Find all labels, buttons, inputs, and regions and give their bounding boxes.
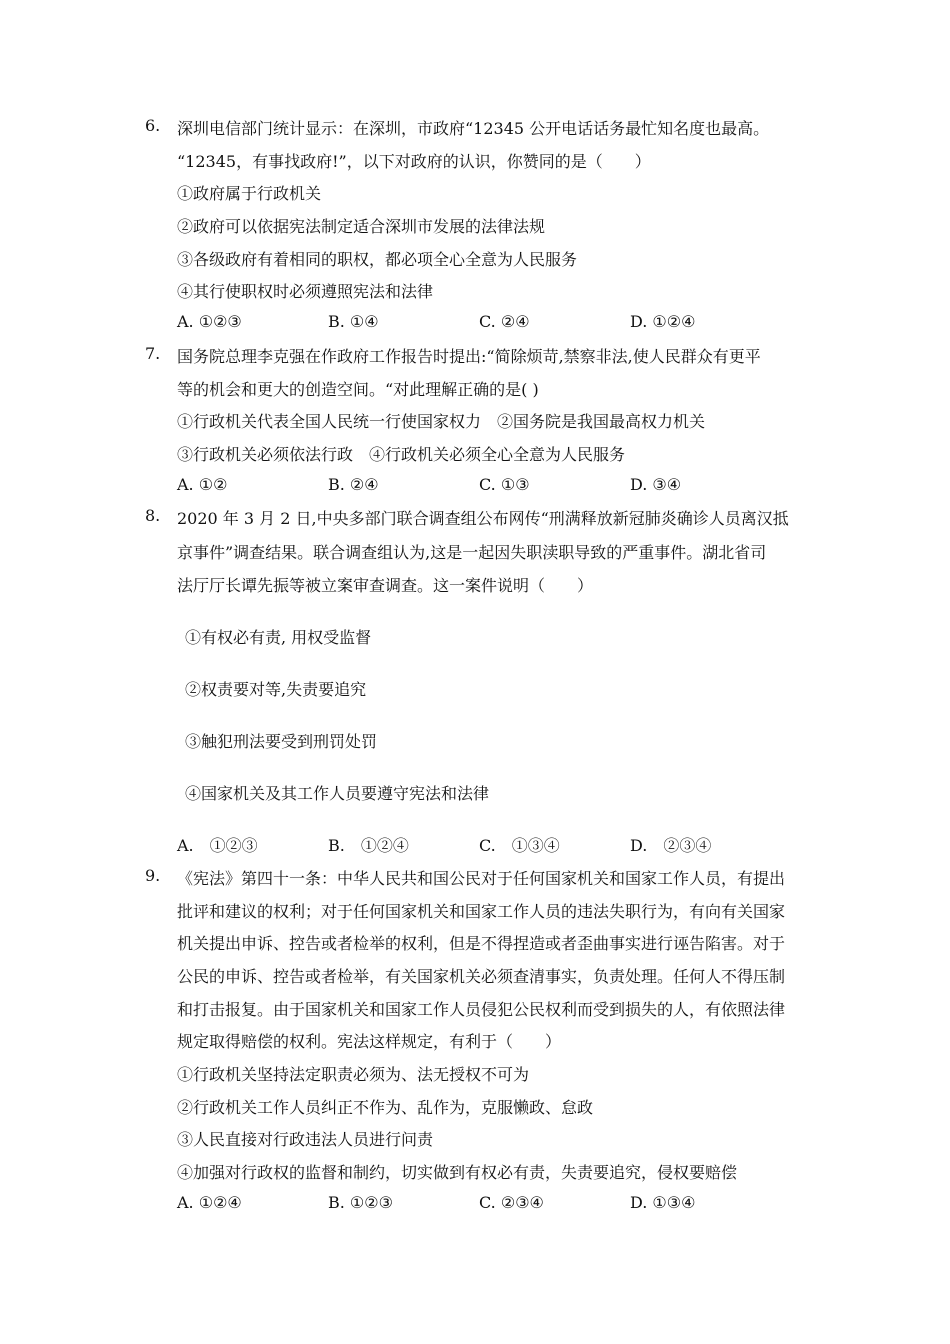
question-stem-line: 批评和建议的权利；对于任何国家机关和国家工作人员的违法失职行为，有向有关国家 [177,902,786,921]
statement-item: ③人民直接对行政违法人员进行问责 [177,1130,434,1149]
statement-item: ③触犯刑法要受到刑罚处罚 [185,732,378,751]
statement-item: ①行政机关代表全国人民统一行使国家权力 ②国务院是我国最高权力机关 [177,412,706,431]
statement-item: ①政府属于行政机关 [177,184,322,203]
statement-item: ④加强对行政权的监督和制约，切实做到有权必有责，失责要追究，侵权要赔偿 [177,1163,738,1182]
option-c[interactable]: C. ②④ [479,312,530,331]
question-stem-line: 国务院总理李克强在作政府工作报告时提出:“简除烦苛,禁察非法,使人民群众有更平 [177,347,761,366]
statement-item: ③行政机关必须依法行政 ④行政机关必须全心全意为人民服务 [177,445,626,464]
statement-item: ②政府可以依据宪法制定适合深圳市发展的法律法规 [177,217,546,236]
statement-item: ②权责要对等,失责要追究 [185,680,367,699]
option-b[interactable]: B. ①④ [328,312,379,331]
option-d[interactable]: D. ③④ [630,475,682,494]
option-d[interactable]: D. ②③④ [630,836,712,855]
option-c[interactable]: C. ②③④ [479,1193,544,1212]
question-stem-line: 深圳电信部门统计显示：在深圳，市政府“12345 公开电话话务最忙知名度也最高。 [177,119,770,138]
statement-item: ②行政机关工作人员纠正不作为、乱作为，克服懒政、怠政 [177,1098,594,1117]
option-c[interactable]: C. ①③ [479,475,530,494]
option-a[interactable]: A. ①②④ [177,1193,242,1212]
option-a[interactable]: A. ①②③ [177,836,258,855]
question-number: 9. [145,866,161,885]
question-number: 7. [145,344,161,363]
question-stem-line: 京事件”调查结果。联合调查组认为,这是一起因失职渎职导致的严重事件。湖北省司 [177,543,767,562]
statement-item: ①行政机关坚持法定职责必须为、法无授权不可为 [177,1065,530,1084]
statement-item: ①有权必有责, 用权受监督 [185,628,372,647]
question-stem-line: 2020 年 3 月 2 日,中央多部门联合调查组公布网传“刑满释放新冠肺炎确诊人员离汉抵 [177,509,789,528]
statement-item: ③各级政府有着相同的职权，都必项全心全意为人民服务 [177,250,578,269]
option-a[interactable]: A. ①② [177,475,228,494]
question-number: 6. [145,116,161,135]
statement-item: ④国家机关及其工作人员要遵守宪法和法律 [185,784,490,803]
option-b[interactable]: B. ①②③ [328,1193,393,1212]
option-b[interactable]: B. ①②④ [328,836,409,855]
question-stem-line: 《宪法》第四十一条：中华人民共和国公民对于任何国家机关和国家工作人员，有提出 [177,869,786,888]
question-stem-line: 公民的申诉、控告或者检举，有关国家机关必须查清事实，负责处理。任何人不得压制 [177,967,786,986]
question-number: 8. [145,506,161,525]
option-d[interactable]: D. ①②④ [630,312,696,331]
option-c[interactable]: C. ①③④ [479,836,560,855]
question-stem-line: 法厅厅长谭先振等被立案审查调查。这一案件说明（ ） [177,576,594,595]
question-stem-line: “12345，有事找政府!”，以下对政府的认识，你赞同的是（ ） [177,152,651,171]
question-stem-line: 机关提出申诉、控告或者检举的权利，但是不得捏造或者歪曲事实进行诬告陷害。对于 [177,934,786,953]
statement-item: ④其行使职权时必须遵照宪法和法律 [177,282,434,301]
option-b[interactable]: B. ②④ [328,475,379,494]
option-a[interactable]: A. ①②③ [177,312,242,331]
option-d[interactable]: D. ①③④ [630,1193,696,1212]
question-stem-line: 和打击报复。由于国家机关和国家工作人员侵犯公民权利而受到损失的人，有依照法律 [177,1000,786,1019]
question-stem-line: 等的机会和更大的创造空间。“对此理解正确的是( ) [177,380,539,399]
question-stem-line: 规定取得赔偿的权利。宪法这样规定，有利于（ ） [177,1032,562,1051]
